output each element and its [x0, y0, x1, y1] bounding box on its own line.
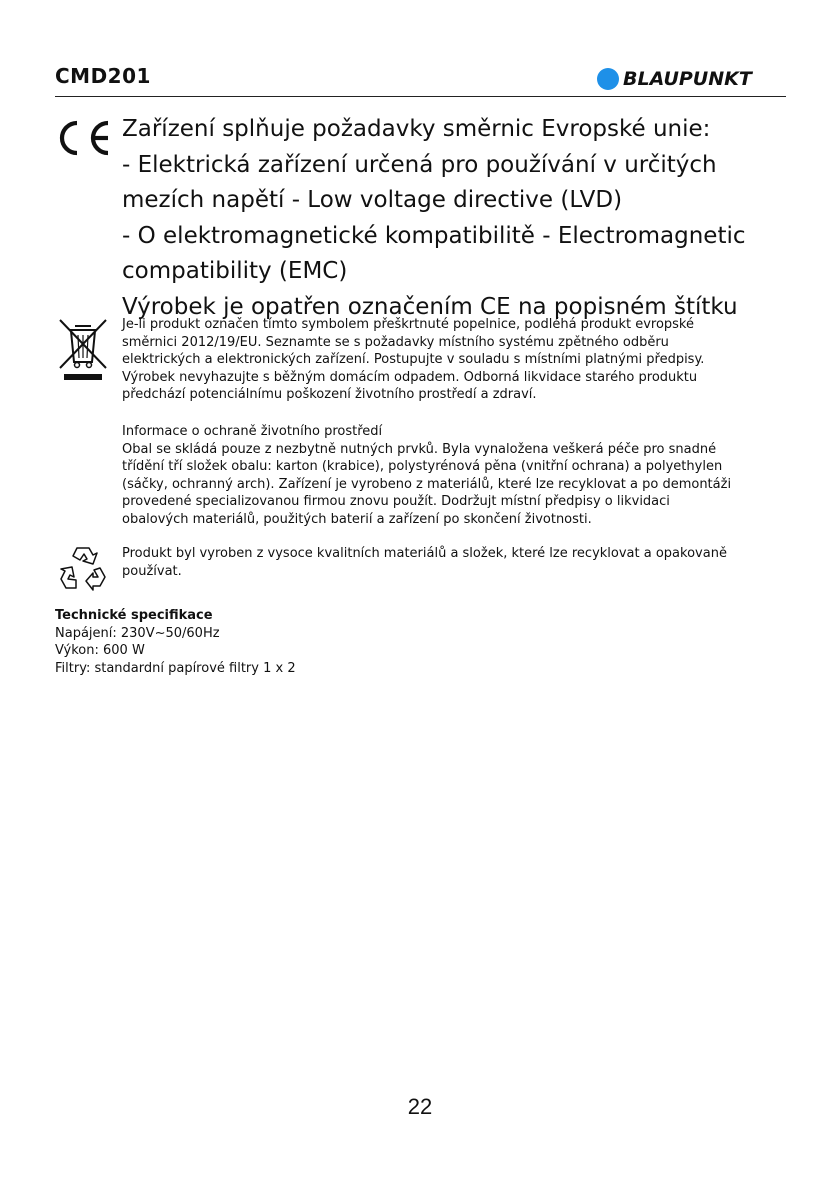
spec-title: Technické specifikace	[55, 608, 213, 623]
ce-mark-icon	[53, 120, 111, 156]
brand-dot-icon	[597, 68, 619, 90]
spec-filters: Filtry: standardní papírové filtry 1 x 2	[55, 660, 296, 676]
environment-line: třídění tří složek obalu: karton (krabice), polystyrénová pěna (vnitřní ochrana) a polyethylen	[122, 459, 723, 475]
model-title: CMD201	[55, 64, 151, 88]
environment-line: Obal se skládá pouze z nezbytně nutných prvků. Byla vynaložena veškerá péče pro snadné	[122, 441, 717, 457]
environment-paragraph	[122, 423, 792, 529]
environment-line: obalových materiálů, použitých baterií a zařízení po skončení životnosti.	[122, 511, 592, 527]
ce-compliance-text	[122, 112, 802, 325]
environment-heading: Informace o ochraně životního prostředí	[122, 424, 383, 439]
ce-line: mezích napětí - Low voltage directive (LVD)	[122, 187, 623, 213]
environment-line: (sáčky, ochranný arch). Zařízení je vyrobeno z materiálů, které lze recyklovat a po demontáži	[122, 476, 732, 492]
weee-line: Je-li produkt označen tímto symbolem přeškrtnuté popelnice, podléhá produkt evropské	[122, 317, 694, 332]
recycle-paragraph	[122, 545, 792, 580]
weee-line: elektrických a elektronických zařízení. Postupujte v souladu s místními platnými předpisy.	[122, 352, 705, 368]
weee-line: směrnici 2012/19/EU. Seznamte se s požadavky místního systému zpětného odběru	[122, 334, 669, 350]
brand-logo	[597, 66, 752, 92]
recycle-icon	[60, 544, 106, 592]
weee-line: Výrobek nevyhazujte s běžným domácím odpadem. Odborná likvidace starého produktu	[122, 369, 698, 385]
brand-name: BLAUPUNKT	[623, 68, 752, 90]
environment-line: provedené specializovanou firmou znovu použít. Dodržujt místní předpisy o likvidaci	[122, 494, 670, 510]
ce-line: compatibility (EMC)	[122, 258, 348, 284]
weee-paragraph	[122, 316, 792, 404]
crossed-bin-icon	[58, 318, 108, 382]
recycle-line: Produkt byl vyroben z vysoce kvalitních materiálů a složek, které lze recyklovat a opakovaně	[122, 546, 727, 561]
spec-power-supply: Napájení: 230V~50/60Hz	[55, 625, 220, 641]
ce-line: - O elektromagnetické kompatibilitě - Electromagnetic	[122, 222, 746, 249]
technical-specifications	[55, 607, 296, 677]
recycle-line: používat.	[122, 563, 182, 579]
ce-line: Zařízení splňuje požadavky směrnic Evropské unie:	[122, 116, 711, 142]
ce-line: Výrobek je opatřen označením CE na popisném štítku	[122, 293, 738, 320]
weee-line: předchází potenciálnímu poškození životního prostředí a zdraví.	[122, 387, 537, 403]
page-number: 22	[407, 1094, 433, 1119]
header-divider	[55, 96, 786, 97]
ce-line: - Elektrická zařízení určená pro používání v určitých	[122, 151, 717, 178]
spec-output: Výkon: 600 W	[55, 643, 145, 659]
